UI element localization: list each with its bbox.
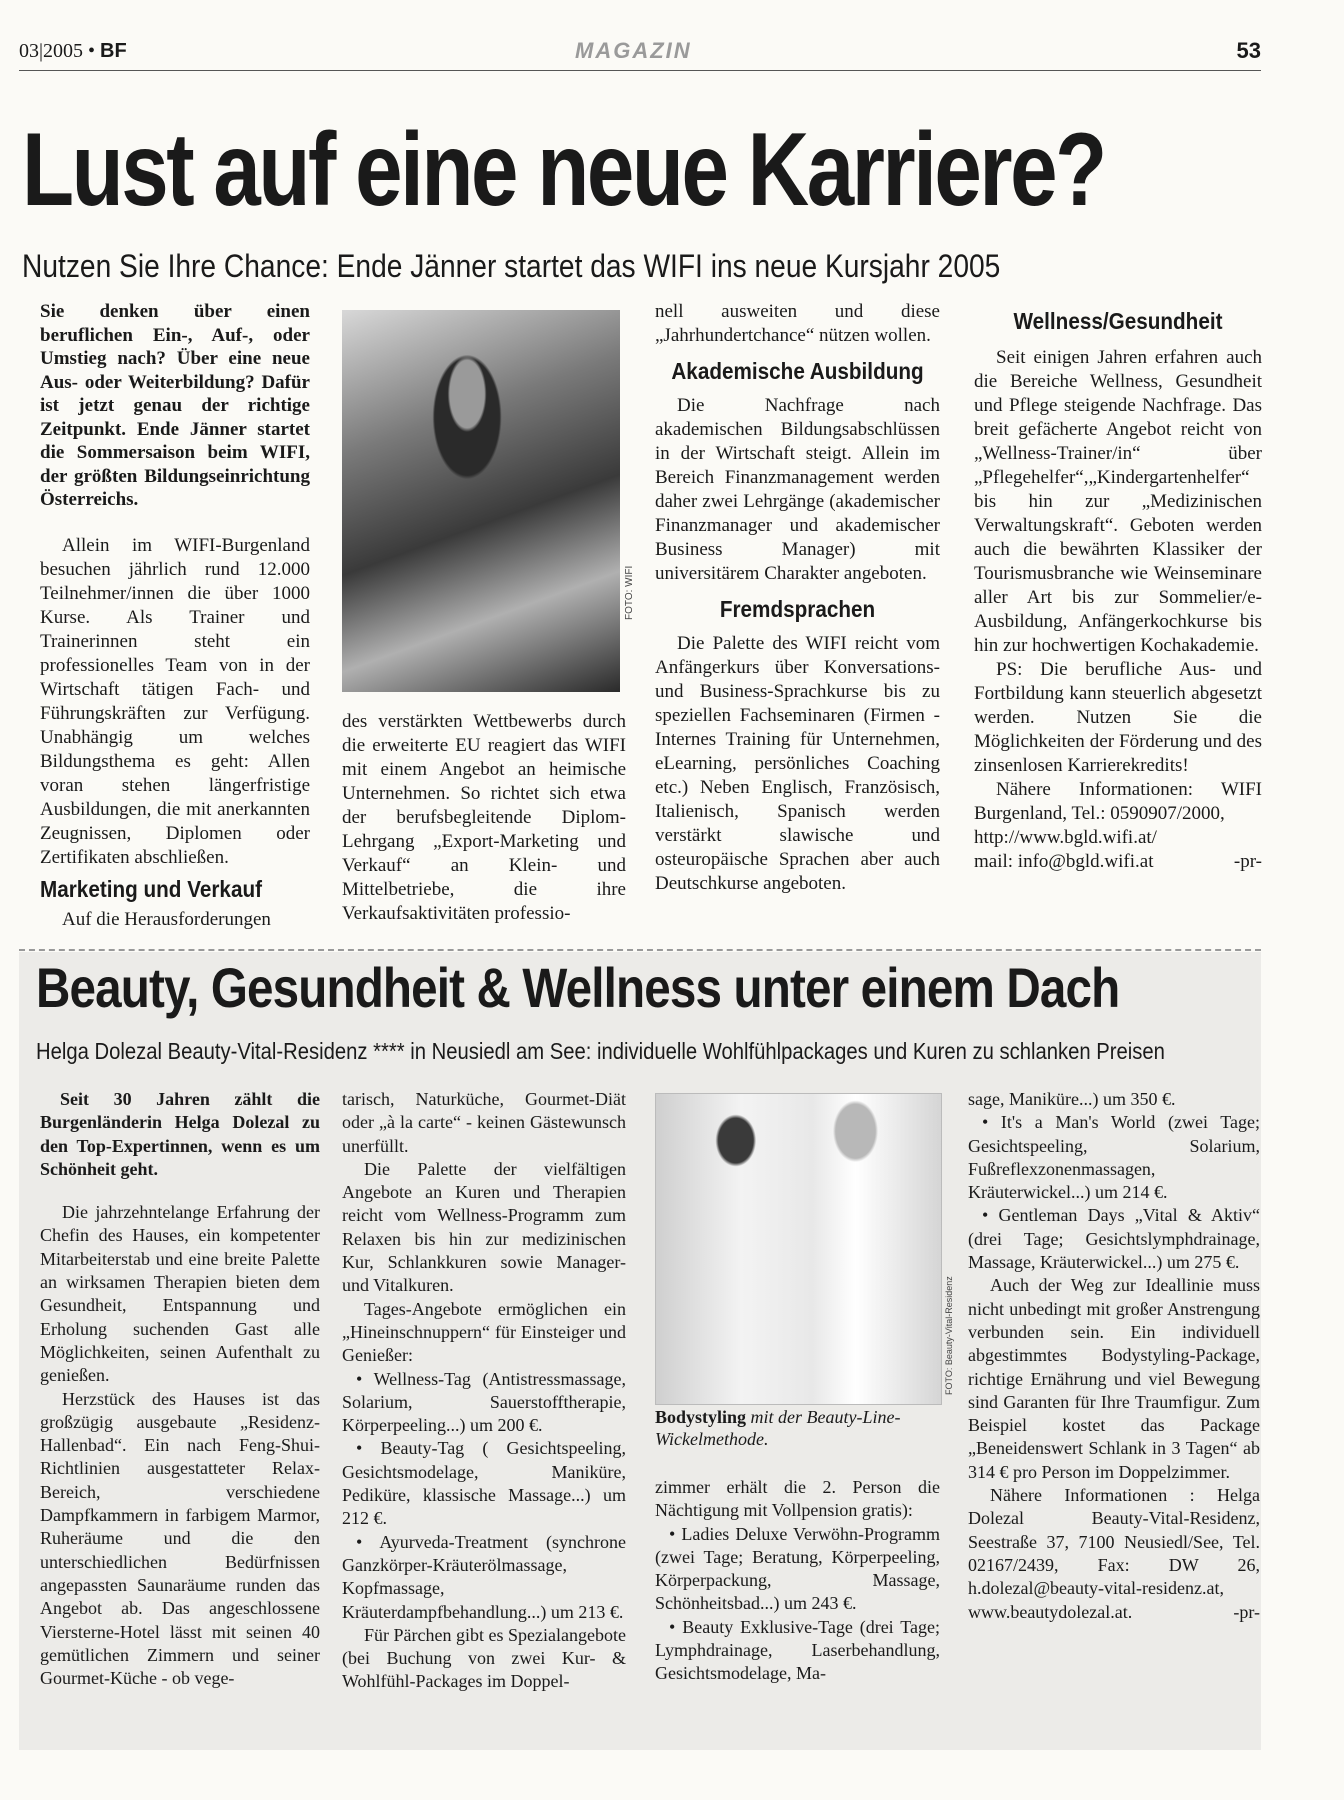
article1-mail-line: [974, 850, 1262, 874]
article1-paragraph: nell ausweiten und diese „Jahrhundertchance“ nützen wollen.: [655, 301, 940, 346]
article-divider: [19, 949, 1261, 951]
article2-subheadline: Helga Dolezal Beauty-Vital-Residenz **** in Neusiedl am See: individuelle Wohlfühlpackages und Kuren zu schlanken Preisen: [36, 1038, 1165, 1064]
article2-column-4: [968, 1088, 1260, 1624]
offer-bullet: • Beauty Exklusive-Tage (drei Tage; Lymphdrainage, Laserbehandlung, Gesichtsmodelage, Ma-: [655, 1616, 940, 1684]
article1-column-3: [655, 300, 940, 896]
offer-bullet: • Ayurveda-Treatment (synchrone Ganzkörper-Kräuterölmassage, Kopfmassage, Kräuterdampfbehandlung...) um 213 €.: [342, 1531, 626, 1622]
article2-paragraph: Die jahrzehntelange Erfahrung der Chefin des Hauses, ein kompetenter Mitarbeiterstab und eine breite Palette an wirksamen Therapien bieten dem Gesundheit, Entspannung und Erholung suchenden Gast alle Möglichkeiten, seinen Aufenthalt zu genießen.: [40, 1202, 320, 1386]
bodystyling-photo: [655, 1093, 942, 1405]
article2-paragraph: Auch der Weg zur Ideallinie muss nicht unbedingt mit großer Anstrengung verbunden sein. Ein individuell abgestimmtes Bodystyling-Package, richtige Ernährung und viel Bewegung sind Garanten für Ihre Traumfigur. Zum Beispiel kostet das Package „Beneidenswert Schlank in 3 Tagen“ ab 314 € pro Person im Doppelzimmer.: [968, 1275, 1260, 1482]
article1-lead: Sie denken über einen beruflichen Ein-, Auf-, oder Umstieg nach? Über eine neue Aus- oder Weiterbildung? Dafür ist jetzt genau der richtige Zeitpunkt. Ende Jänner startet die Sommersaison beim WIFI, der größten Bildungseinrichtung Österreichs.: [40, 301, 310, 510]
photo-credit: FOTO: WIFI: [624, 565, 635, 620]
article1-signature: -pr-: [1233, 851, 1262, 872]
article1-paragraph: des verstärkten Wettbewerbs durch die erweiterte EU reagiert das WIFI mit einem Angebot an heimische Unternehmen. So richtet sich etwa der berufsbegleitende Diplom-Lehrgang „Export-Marketing und Verkauf“ an Klein- und Mittelbetriebe, die ihre Verkaufsaktivitäten professio-: [342, 711, 626, 924]
heading-akademische-ausbildung: Akademische Ausbildung: [671, 358, 924, 384]
article1-url-link[interactable]: http://www.bgld.wifi.at/: [974, 827, 1157, 848]
article1-mail-link[interactable]: mail: info@bgld.wifi.at: [974, 851, 1154, 872]
article2-lead: Seit 30 Jahren zählt die Burgenländerin Helga Dolezal zu den Top-Expertinnen, wenn es um Schönheit geht.: [40, 1089, 320, 1179]
article1-paragraph: Die Palette des WIFI reicht vom Anfängerkurs über Konversations- und Business-Sprachkurse bis zu speziellen Fachseminaren (Firmen -Internes Training für Unternehmen, eLearning, persönliches Coaching etc.) Neben Englisch, Französisch, Italienisch, Spanisch werden verstärkt slawische und osteuropäische Sprachen aber auch Deutschkurse angeboten.: [655, 633, 940, 894]
article1-column-1: [40, 300, 310, 932]
article1-column-2: [342, 710, 626, 926]
article1-subheadline: Nutzen Sie Ihre Chance: Ende Jänner startet das WIFI ins neue Kursjahr 2005: [22, 248, 1001, 284]
article1-paragraph: Die Nachfrage nach akademischen Bildungsabschlüssen in der Wirtschaft steigt. Allein im Bereich Finanzmanagement werden daher zwei Lehrgänge (akademischer Finanzmanager und akademischer Business Manager) mit universitärem Charakter angeboten.: [655, 395, 940, 584]
article2-url-line: [968, 1601, 1260, 1624]
article2-url-link[interactable]: www.beautydolezal.at.: [968, 1601, 1133, 1622]
article2-column-1: [40, 1088, 320, 1690]
section-label: MAGAZIN: [575, 38, 692, 63]
offer-bullet: • Ladies Deluxe Verwöhn-Programm (zwei Tage; Beratung, Körperpeeling, Körperpackung, Massage, Schönheitsbad...) um 243 €.: [655, 1523, 940, 1614]
article2-paragraph: Für Pärchen gibt es Spezialangebote (bei Buchung von zwei Kur- & Wohlfühl-Packages im Doppel-: [342, 1624, 626, 1692]
article2-paragraph: tarisch, Naturküche, Gourmet-Diät oder „à la carte“ - keinen Gästewunsch unerfüllt.: [342, 1089, 626, 1156]
header-bullet: •: [88, 40, 96, 62]
article2-paragraph: Herzstück des Hauses ist das großzügig ausgebaute „Residenz-Hallenbad“. Ein nach Feng-Shui-Richtlinien ausgestatteter Relax-Bereich, verschiedene Dampfkammern in farbigem Marmor, Ruheräume und die den unterschiedlichen Bedürfnissen angepassten Saunaräume runden das Angebot ab. Das angeschlossene Viersterne-Hotel lässt mit seinen 40 gemütlichen Zimmern und seiner Gourmet-Küche - ob vege-: [40, 1388, 320, 1689]
page-number: 53: [1236, 38, 1261, 63]
article2-headline: Beauty, Gesundheit & Wellness unter einem Dach: [36, 956, 1120, 1019]
heading-fremdsprachen: Fremdsprachen: [719, 596, 876, 622]
article1-column-4: [974, 306, 1262, 874]
header-divider: [19, 70, 1261, 71]
brand-logo: BF: [100, 40, 127, 62]
article2-column-2: [342, 1088, 626, 1694]
woman-with-files-photo: [342, 310, 620, 692]
article1-paragraph: PS: Die berufliche Aus- und Fortbildung kann steuerlich abgesetzt werden. Nutzen Sie die Möglichkeiten der Förderung und des zinsenlosen Karrierekredits!: [974, 659, 1262, 776]
article2-paragraph: zimmer erhält die 2. Person die Nächtigung mit Vollpension gratis):: [655, 1477, 940, 1521]
article2-paragraph: Die Palette der vielfältigen Angebote an Kuren und Therapien reicht vom Wellness-Programm zum Relaxen bis hin zur medizinischen Kur, Schlankkuren sowie Manager- und Vitalkuren.: [342, 1158, 626, 1296]
photo-credit: FOTO: Beauty-Vital-Residenz: [944, 1276, 954, 1395]
offer-bullet: • Gentleman Days „Vital & Aktiv“ (drei Tage; Gesichtslymphdrainage, Massage, Kräuterwickel...) um 275 €.: [968, 1205, 1260, 1273]
heading-wellness-gesundheit: Wellness/Gesundheit: [1013, 308, 1223, 334]
article1-headline: Lust auf eine neue Karriere?: [22, 112, 1105, 228]
article2-paragraph: sage, Maniküre...) um 350 €.: [968, 1089, 1176, 1109]
caption-bold: Bodystyling: [655, 1407, 747, 1427]
article1-paragraph: Seit einigen Jahren erfahren auch die Bereiche Wellness, Gesundheit und Pflege steigende Nachfrage. Das breit gefächerte Angebot reicht von „Wellness-Trainer/in“ über „Pflegehelfer“,„Kindergartenhelfer“ bis hin zur „Medizinischen Verwaltungskraft“. Geboten werden auch die bewährten Klassiker der Tourismusbranche wie Weinseminare aller Art bis zur Sommelier/e-Ausbildung, Anfängerkochkurse bis hin zur hochwertigen Kochakademie.: [974, 347, 1262, 656]
offer-bullet: • Wellness-Tag (Antistressmassage, Solarium, Sauerstofftherapie, Körperpeeling...) um 200 €.: [342, 1368, 626, 1436]
article2-signature: -pr-: [1233, 1601, 1260, 1622]
article2-contact: Nähere Informationen : Helga Dolezal Beauty-Vital-Residenz, Seestraße 37, 7100 Neusiedl/See, Tel. 02167/2439, Fax: DW 26, h.dolezal@beauty-vital-residenz.at,: [968, 1485, 1260, 1599]
issue-date: 03|2005: [19, 40, 84, 62]
photo-caption: [655, 1406, 940, 1450]
heading-marketing: Marketing und Verkauf: [40, 875, 263, 902]
offer-bullet: • Beauty-Tag ( Gesichtspeeling, Gesichtsmodelage, Maniküre, Pediküre, klassische Massage...) um 212 €.: [342, 1438, 626, 1529]
article2-column-3: [655, 1476, 940, 1686]
offer-bullet: • It's a Man's World (zwei Tage; Gesichtspeeling, Solarium, Fußreflexzonenmassagen, Kräuterwickel...) um 214 €.: [968, 1112, 1260, 1203]
article1-paragraph: Auf die Herausforderungen: [62, 908, 271, 930]
caption-text: mit der Beauty-Line-Wickelmethode.: [655, 1407, 901, 1449]
issue-header: [19, 40, 127, 63]
article1-paragraph: Allein im WIFI-Burgenland besuchen jährlich rund 12.000 Teilnehmer/innen die über 1000 Kurse. Als Trainer und Trainerinnen steht ein professionelles Team von in der Wirtschaft tätigen Fach- und Führungskräften zur Verfügung. Unabhängig um welches Bildungsthema es geht: Allen voran stehen längerfristige Ausbildungen, die mit anerkannten Zeugnissen, Diplomen oder Zertifikaten abschließen.: [40, 534, 310, 868]
article1-contact: Nähere Informationen: WIFI Burgenland, Tel.: 0590907/2000,: [974, 779, 1262, 824]
article2-paragraph: Tages-Angebote ermöglichen ein „Hineinschnuppern“ für Einsteiger und Genießer:: [342, 1298, 626, 1366]
